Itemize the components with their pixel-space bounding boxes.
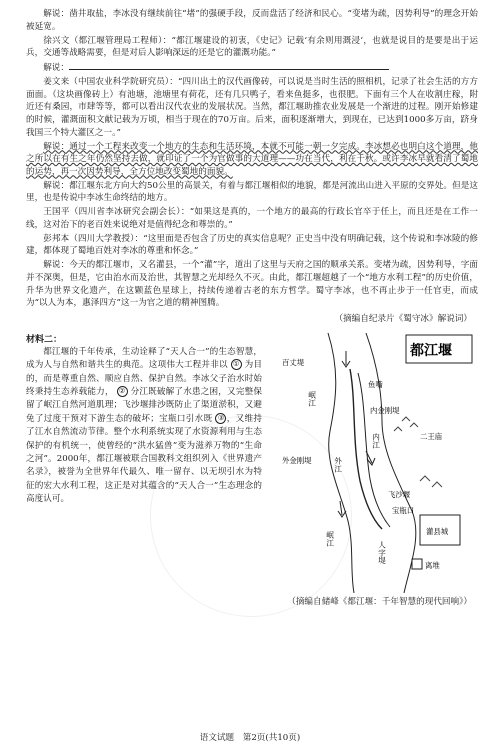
map-flow-arrow-icon — [342, 351, 350, 367]
material-2-paragraph — [26, 346, 262, 507]
map-label: 外金刚堤 — [282, 455, 312, 465]
map-label: 宝瓶口 — [392, 505, 415, 515]
commentary-label: 解说： — [43, 63, 70, 74]
material-2-section — [26, 329, 478, 593]
material-2-heading: 材料二： — [26, 334, 63, 345]
blank-marker-3: ③ — [215, 413, 226, 424]
material-2-text — [26, 329, 262, 593]
page-footer: 语文试题 第2页(共10页) — [199, 733, 301, 743]
paragraph-4: 姜文来（中国农业科学院研究员）：“四川出土的汉代画像砖，可以说是当时生活的照相机，记录了社会生活的方方面面。（这块画像砖上）有池塘，池塘里有荷花，还有几只鸭子，看来鱼挺多，也很肥。下面有三个人在收割庄稼，附近还有桑园，市肆等等，都可以看出汉代农业的发展状况。当然，都江堰助推农业发展是一个渐进的过程。刚开始修建的时候，灌溉面积文献记载为万顷，相当于现在的70万亩。后来，面积逐渐增大，到现在，已达到1000多万亩，跻身我国三个特大灌区之一。” — [26, 77, 478, 138]
paragraph-7: 王国平（四川省李冰研究会副会长）：“如果这是真的，一个地方的最高的行政长官卒于任上，而且还是在工作一线，这对治下的老百姓来说绝对是值得纪念和尊崇的。” — [26, 207, 478, 230]
paragraph-5-underlined: 解说：通过一个工程来改变一个地方的生态和生活环境，本就不可能一朝一夕完成。李冰想必也明白这个道理，他之所以在有生之年仍然坚持去做，就印证了一个为官做事的大道理——功在当代，利在千秋。或许李冰早就看清了蜀地的运势，再一次因势利导，全方位地改变蜀地的面貌。 — [26, 141, 478, 177]
dujiangyan-map — [270, 331, 476, 593]
map-hill-marks — [420, 476, 442, 487]
map-label: 内金刚堤 — [370, 405, 400, 415]
map-hill-marks — [394, 417, 418, 431]
map-label: 离堆 — [425, 560, 440, 570]
source-citation-2: （摘编自储峰《都江堰：千年智慧的现代回响》） — [287, 596, 472, 607]
map-logo-text: 都江堰 — [410, 342, 452, 359]
answer-blank-line[interactable] — [69, 61, 389, 70]
map-label: 灌县城 — [426, 526, 449, 536]
material-2-text-part-4: ，又维持了江水自然流动节律。整个水利系统实现了水资源利用与生态保护的有机统一，使曾经的“洪水猛兽”变为滋养万物的“生命之河”。2000年，都江堰被联合国教科文组织列入《世界遗产名录》，被誉为全世界年代最久、唯一留存、以无坝引水为特征的宏大水利工程，这正是对其蕴含的“天人合一”生态理念的高度认可。 — [26, 413, 262, 505]
map-label: 岷江 — [325, 530, 335, 546]
dujiangyan-map-drawing — [270, 331, 476, 593]
map-label: 百丈堤 — [282, 357, 305, 367]
map-label: 岷江 — [307, 390, 317, 406]
map-label: 二王庙 — [420, 431, 443, 441]
paragraph-9: 解说：今天的都江堰市，又名灌县，一个“灌”字，道出了这里与天府之国的顺承关系。变堵为疏，因势利导，字面并不深奥，但是，它由治水而及治世，其智慧之光却经久不灭。由此，都江堰超越了一个“地方水利工程”的历史价值，升华为世界文化遗产，在这颗蓝色星球上，持续传递着古老的东方哲学。蜀守李冰，也不再止步于一任官吏，而成为“以人为本，惠泽四方”这一为官之道的精神图腾。 — [26, 260, 478, 309]
material-2-text-part-3: 分江既破解了水患之困，又完整保留了岷江自然河道肌理；飞沙堰排沙既防止了渠道淤积，又避免了过度干预对下游生态的破坏；宝瓶口引水既 — [26, 387, 262, 424]
map-label: 外江 — [333, 456, 343, 472]
paragraph-1: 解说：凿井取盐，李冰没有继续前往“堵”的强硬手段，反而盘活了经济和民心。“变堵为疏，因势利导”的理念开始被延宽。 — [26, 9, 478, 32]
map-outer-levee — [358, 373, 390, 527]
map-label: 鱼嘴 — [368, 379, 383, 389]
material-2-text-part-2: 为目的，而是尊重自然、顺应自然、保护自然。李冰父子治水时始终秉持生态养载能力， — [26, 360, 262, 397]
map-label: 内江 — [371, 432, 381, 448]
map-lidui-marker — [412, 559, 422, 569]
document-body — [26, 8, 478, 612]
source-citation-1: （摘编自纪录片《蜀守冰》解说词） — [334, 313, 472, 324]
material-2-text-part-1: 都江堰的千年传承，生动诠释了“天人合一”的生态智慧，成为人与自然和谐共生的典范。这项伟大工程并非以 — [26, 346, 262, 371]
blank-marker-2: ② — [117, 386, 128, 397]
paragraph-8: 彭邦本（四川大学教授）：“这里面是否包含了历史的真实信息呢？正史当中没有明确记载，这个传说和李冰陵的修建，都体现了蜀地百姓对李冰的尊重和怀念。” — [26, 233, 478, 257]
blank-marker-1: ① — [231, 359, 242, 370]
map-label: 飞沙堰 — [388, 489, 411, 499]
paragraph-6: 解说：都江堰东北方向大约50公里的高景关，有着与都江堰相似的地貌，都是河流出山进入平原的交界处。但是这里，也是传说中李冰生命终结的地方。 — [26, 180, 478, 204]
map-label: 人字堤 — [377, 540, 387, 564]
map-river-bank-east — [366, 333, 416, 593]
paragraph-2: 徐兴文（都江堰管理局工程师）：“都江堰建设的初衷，《史记》记载‘有余则用溉浸’，也就是说目的是要是出于运兵，交通等战略需要，但是对后人影响深远的还是它的灌溉功能。” — [26, 35, 478, 59]
paragraph-3-blank — [26, 61, 478, 75]
